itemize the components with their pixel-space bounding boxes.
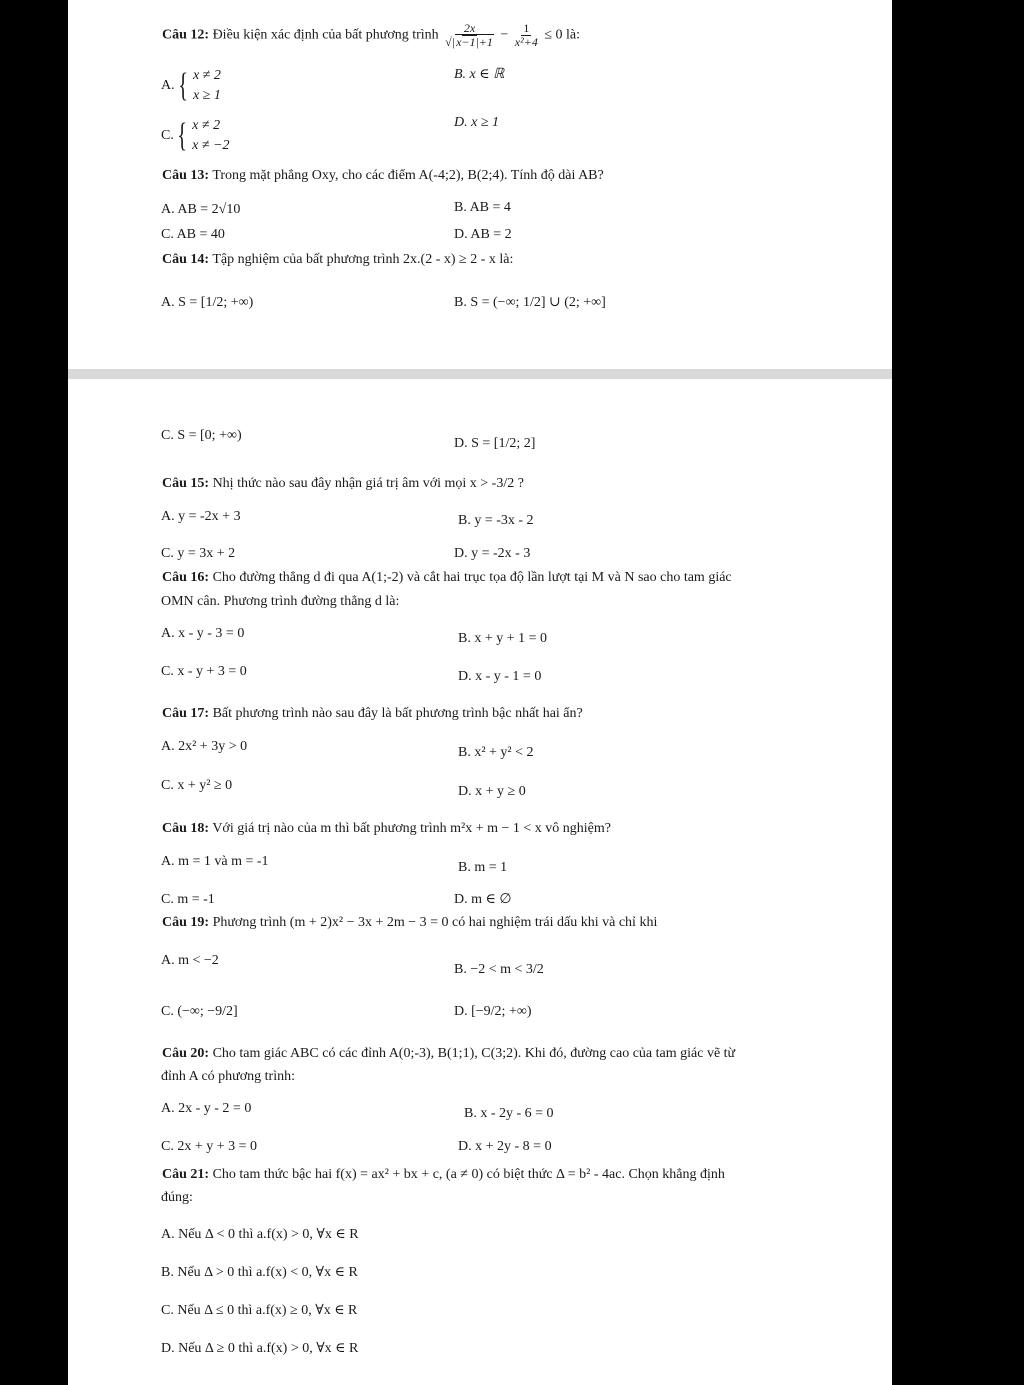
q12-fraction-2: $\frac{1}{\text{x²+4}}$ [514,21,538,49]
q13-option-a[interactable]: A. AB = 2√10 [161,202,241,217]
question-13-stem: Câu 13: Trong mặt phẳng Oxy, cho các điểm A(-4;2), B(2;4). Tính độ dài AB? [162,168,604,183]
q14-option-c[interactable]: C. S = [0; +∞) [161,428,242,443]
question-18-stem: Câu 18: Với giá trị nào của m thì bất phương trình m²x + m − 1 < x vô nghiệm? [162,821,611,836]
q13-option-c[interactable]: C. AB = 40 [161,227,225,242]
q21-option-a[interactable]: A. Nếu Δ < 0 thì a.f(x) > 0, ∀x ∈ R [161,1227,359,1242]
question-12-stem: Câu 12: Điều kiện xác định của bất phương trình $\frac{2x}{√|x-1|+1}$ − $\frac{1}{\text{x²+4}}$ ≤ 0 là: [162,21,581,49]
question-20-stem-line-2: đỉnh A có phương trình: [161,1069,295,1084]
q18-option-a[interactable]: A. m = 1 và m = -1 [161,854,269,869]
q16-option-a[interactable]: A. x - y - 3 = 0 [161,626,245,641]
q16-option-b[interactable]: B. x + y + 1 = 0 [458,631,548,646]
q13-option-b[interactable]: B. AB = 4 [454,200,511,215]
q21-option-c[interactable]: C. Nếu Δ ≤ 0 thì a.f(x) ≥ 0, ∀x ∈ R [161,1303,358,1318]
q18-option-b[interactable]: B. m = 1 [458,860,508,875]
q12-option-a[interactable]: A. { x ≠ 2 x ≥ 1 [161,67,221,104]
q21-option-d[interactable]: D. Nếu Δ ≥ 0 thì a.f(x) > 0, ∀x ∈ R [161,1341,359,1356]
question-16-stem-line-2: OMN cân. Phương trình đường thẳng d là: [161,594,400,609]
q16-option-c[interactable]: C. x - y + 3 = 0 [161,664,247,679]
q17-option-b[interactable]: B. x² + y² < 2 [458,745,534,760]
q13-option-d[interactable]: D. AB = 2 [454,227,512,242]
q21-option-b[interactable]: B. Nếu Δ > 0 thì a.f(x) < 0, ∀x ∈ R [161,1265,358,1280]
q19-option-a[interactable]: A. m < −2 [161,953,219,968]
q15-option-d[interactable]: D. y = -2x - 3 [454,546,531,561]
q17-option-a[interactable]: A. 2x² + 3y > 0 [161,739,248,754]
question-14-stem: Câu 14: Tập nghiệm của bất phương trình 2x.(2 - x) ≥ 2 - x là: [162,252,514,267]
q14-option-d[interactable]: D. S = [1/2; 2] [454,436,536,451]
q12-fraction-1: $\frac{2x}{√|x-1|+1}$ [445,21,493,49]
question-19-stem: Câu 19: Phương trình (m + 2)x² − 3x + 2m − 3 = 0 có hai nghiệm trái dấu khi và chỉ khi [162,915,658,930]
q17-option-c[interactable]: C. x + y² ≥ 0 [161,778,233,793]
q20-option-a[interactable]: A. 2x - y - 2 = 0 [161,1101,252,1116]
q16-option-d[interactable]: D. x - y - 1 = 0 [458,669,542,684]
question-15-stem: Câu 15: Nhị thức nào sau đây nhận giá trị âm với mọi x > -3/2 ? [162,476,524,491]
q18-option-d[interactable]: D. m ∈ ∅ [454,892,512,907]
question-21-stem: Câu 21: Cho tam thức bậc hai f(x) = ax² + bx + c, (a ≠ 0) có biệt thức Δ = b² - 4ac. Chọn khẳng định [162,1167,725,1182]
q20-option-c[interactable]: C. 2x + y + 3 = 0 [161,1139,258,1154]
q12-option-c[interactable]: C. { x ≠ 2 x ≠ −2 [161,117,230,154]
q15-option-b[interactable]: B. y = -3x - 2 [458,513,534,528]
q17-option-d[interactable]: D. x + y ≥ 0 [458,784,526,799]
question-21-stem-line-2: đúng: [161,1190,193,1205]
question-16-stem: Câu 16: Cho đường thẳng d đi qua A(1;-2) và cắt hai trục tọa độ lần lượt tại M và N sao cho tam giác [162,570,732,585]
q19-option-d[interactable]: D. [−9/2; +∞) [454,1004,532,1019]
q12-option-d[interactable]: D. x ≥ 1 [454,115,500,130]
q19-option-c[interactable]: C. (−∞; −9/2] [161,1004,238,1019]
q15-option-c[interactable]: C. y = 3x + 2 [161,546,236,561]
question-17-stem: Câu 17: Bất phương trình nào sau đây là bất phương trình bậc nhất hai ẩn? [162,706,583,721]
q20-option-d[interactable]: D. x + 2y - 8 = 0 [458,1139,552,1154]
document-page-2 [68,379,892,1385]
q14-option-a[interactable]: A. S = [1/2; +∞) [161,295,254,310]
q12-option-b[interactable]: B. x ∈ ℝ [454,67,505,82]
q20-option-b[interactable]: B. x - 2y - 6 = 0 [464,1106,554,1121]
page-separator [68,369,892,379]
q18-option-c[interactable]: C. m = -1 [161,892,215,907]
q14-option-b[interactable]: B. S = (−∞; 1/2] ∪ (2; +∞] [454,295,606,310]
q15-option-a[interactable]: A. y = -2x + 3 [161,509,241,524]
question-20-stem: Câu 20: Cho tam giác ABC có các đỉnh A(0;-3), B(1;1), C(3;2). Khi đó, đường cao của tam giác vẽ từ [162,1046,736,1061]
document-page-1 [68,0,892,369]
q19-option-b[interactable]: B. −2 < m < 3/2 [454,962,544,977]
